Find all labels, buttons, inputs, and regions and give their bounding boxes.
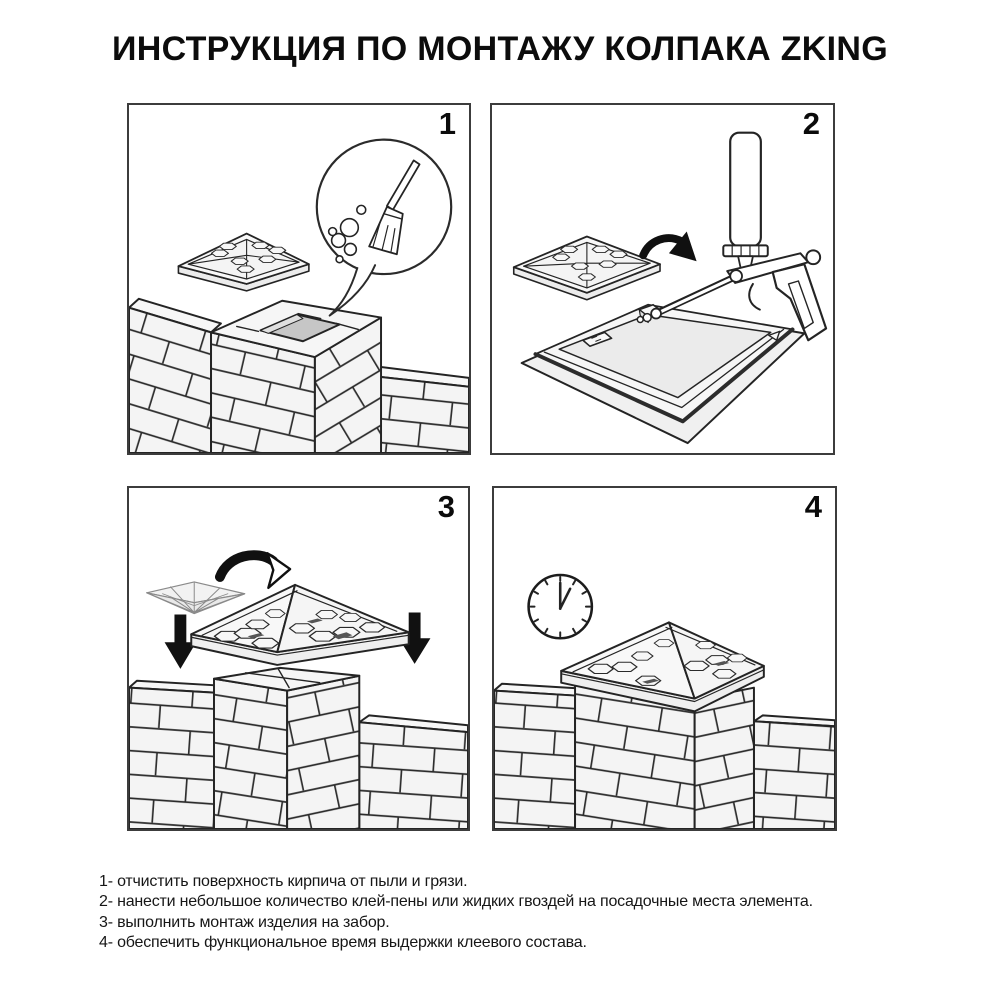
page-title: ИНСТРУКЦИЯ ПО МОНТАЖУ КОЛПАКА ZKING <box>112 30 888 68</box>
clock-icon <box>529 575 592 638</box>
panel-number-badge: 4 <box>804 489 822 524</box>
panel-step-4 <box>492 486 837 831</box>
panel-number-badge: 3 <box>437 489 455 524</box>
instructions-list <box>99 872 813 954</box>
brick-wall-right <box>359 715 468 829</box>
panel-step-1 <box>127 103 471 455</box>
brick-pillar <box>214 668 359 829</box>
scene-4-illustration <box>494 488 835 829</box>
foam-canister <box>730 133 761 247</box>
flip-arrow-icon <box>220 553 290 588</box>
flip-arrow-icon <box>643 232 696 262</box>
brick-wall-left <box>494 684 583 829</box>
instruction-line: 1- отчистить поверхность кирпича от пыли и грязи. <box>99 873 468 890</box>
brick-wall-left <box>129 681 222 829</box>
panel-number-badge: 2 <box>802 106 820 141</box>
instruction-line: 3- выполнить монтаж изделия на забор. <box>99 913 390 931</box>
brick-wall-left <box>129 299 221 453</box>
scene-1-illustration <box>129 105 469 453</box>
brick-wall-right <box>754 715 835 829</box>
brick-pillar-hollow-top <box>211 301 381 453</box>
instruction-line: 4- обеспечить функциональное время выдержки клеевого состава. <box>99 934 587 952</box>
panel-step-2 <box>490 103 835 455</box>
panel-number-badge: 1 <box>438 106 456 141</box>
foam-blob <box>643 314 651 322</box>
cap-tray-upside-down <box>522 305 805 443</box>
panel-step-3 <box>127 486 470 831</box>
cap-element <box>178 234 308 291</box>
instruction-line: 2- нанести небольшое количество клей-пены или жидких гвоздей на посадочные места элемента. <box>99 893 813 911</box>
cap-upside-down-small <box>147 582 245 614</box>
scene-2-illustration <box>492 105 833 453</box>
scene-3-illustration <box>129 488 468 829</box>
cap-element <box>514 236 660 299</box>
